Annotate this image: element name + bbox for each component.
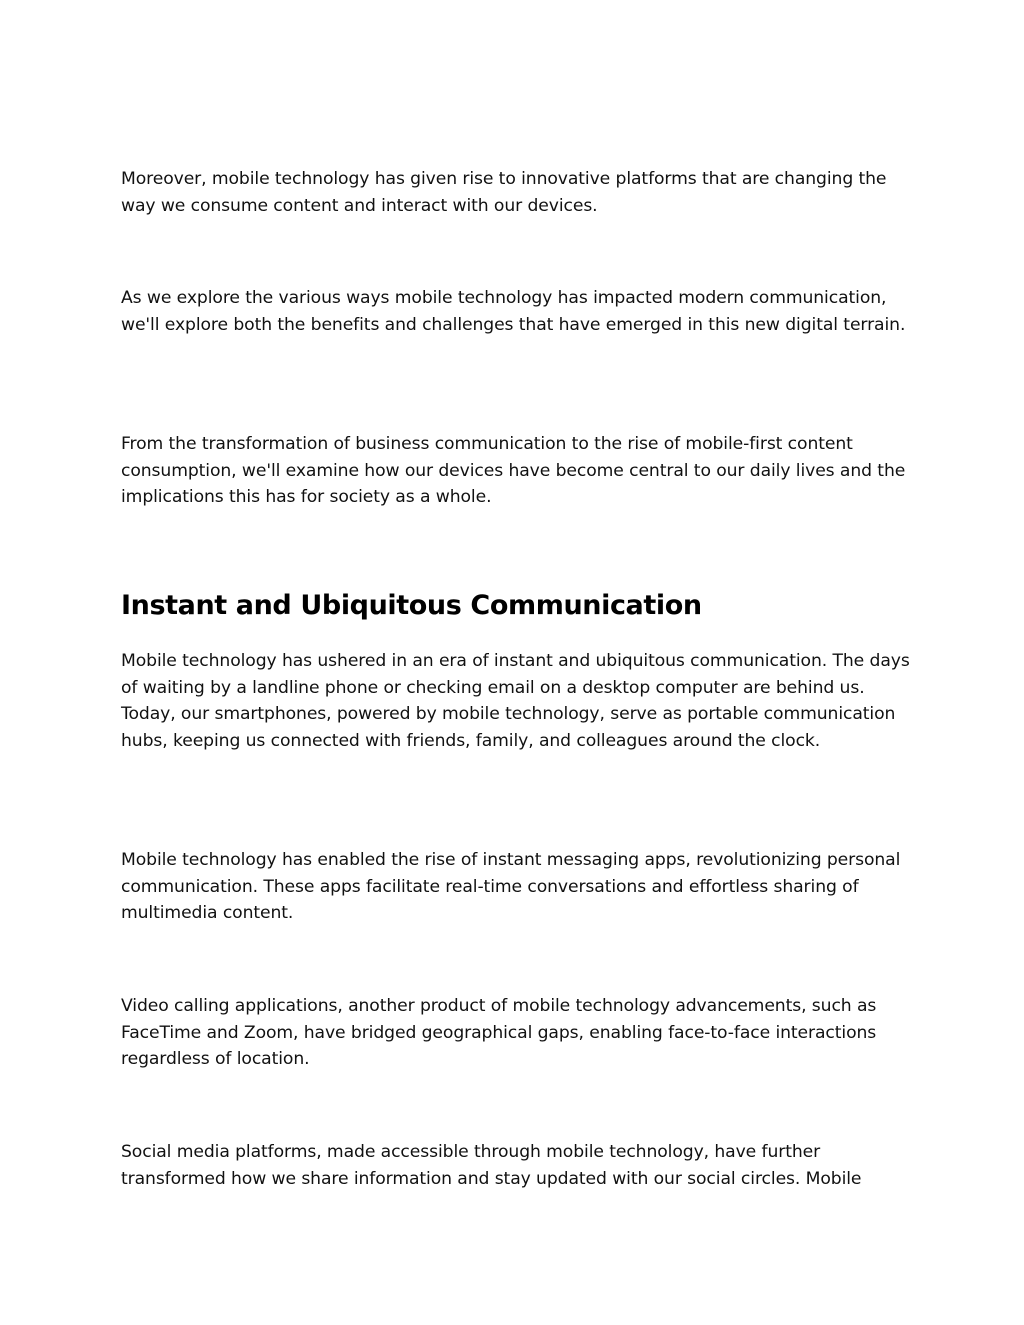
paragraph-instant-messaging: Mobile technology has enabled the rise of instant messaging apps, revolutionizing personal communication. These apps facilitate real-time conversations and effortless sharing of multimedia content. [121,850,901,924]
paragraph-business-communication: From the transformation of business communication to the rise of mobile-first content consumption, we'll examine how our devices have become central to our daily lives and the implications this has for society as a whole. [121,434,906,508]
paragraph-content-platforms: Moreover, mobile technology has given rise to innovative platforms that are changing the way we consume content and interact with our devices. [121,169,887,216]
paragraph-explore-impact: As we explore the various ways mobile technology has impacted modern communication, we'll explore both the benefits and challenges that have emerged in this new digital terrain. [121,288,906,335]
section-heading: Instant and Ubiquitous Communication [121,590,702,621]
paragraph-video-calling: Video calling applications, another product of mobile technology advancements, such as FaceTime and Zoom, have bridged geographical gaps, enabling face-to-face interactions regardless of location. [121,996,877,1070]
paragraph-instant-communication: Mobile technology has ushered in an era of instant and ubiquitous communication. The days of waiting by a landline phone or checking email on a desktop computer are behind us. Today, our smartphones, powered by mobile technology, serve as portable communication hubs, keeping us connected with friends, family, and colleagues around the clock. [121,651,910,751]
paragraph-social-media: Social media platforms, made accessible through mobile technology, have further transformed how we share information and stay updated with our social circles. Mobile [121,1142,862,1189]
